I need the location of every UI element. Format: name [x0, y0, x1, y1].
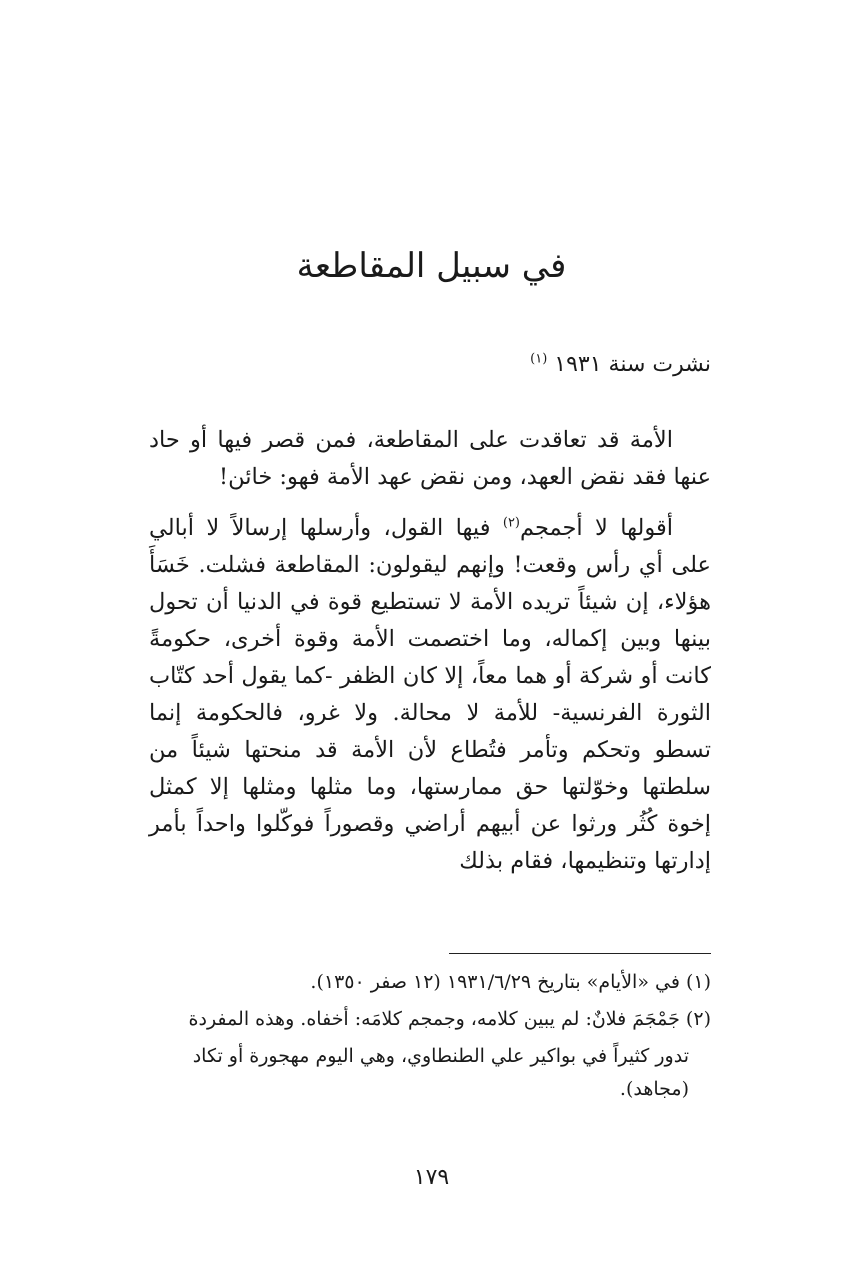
chapter-title: في سبيل المقاطعة	[296, 246, 567, 286]
footnote-2-continuation: تدور كثيراً في بواكير علي الطنطاوي، وهي اليوم مهجورة أو تكاد (مجاهد).	[192, 1045, 689, 1100]
footnote-1: (١) في «الأيام» بتاريخ ١٩٣١/٦/٢٩ (١٢ صفر ١٣٥٠).	[310, 971, 711, 993]
paragraph-2	[149, 510, 711, 880]
paragraph-1: الأمة قد تعاقدت على المقاطعة، فمن قصر فيها أو حاد عنها فقد نقض العهد، ومن نقض عهد الأمة فهو: خائن!	[149, 427, 711, 490]
publication-note	[151, 345, 711, 385]
paragraph-2-rest: فيها القول، وأرسلها إرسالاً لا أبالي على أي رأس وقعت! وإنهم ليقولون: المقاطعة فشلت. خَسَأَ هؤلاء، إن شيئاً تريده الأمة لا تستطيع قوة في الدنيا أن تحول بينها وبين إكماله، وما اختصمت الأمة وقوة أخرى، حكومةً كانت أو شركة أو هما معاً، إلا كان الظفر -كما يقول أحد كتّاب الثورة الفرنسية- للأمة لا محالة. ولا غرو، فالحكومة إنما تسطو وتحكم وتأمر فتُطاع لأن الأمة قد منحتها شيئاً من سلطتها وخوّلتها حق ممارستها، وما مثلها ومثلها إلا كمثل إخوة كُثُر ورثوا عن أبيهم أراضي وقصوراً فوكّلوا واحداً بأمر إدارتها وتنظيمها، فقام بذلك	[149, 515, 711, 874]
publication-note-text: نشرت سنة ١٩٣١	[554, 352, 711, 377]
footnote-ref-2: (٢)	[502, 515, 520, 531]
body-text	[149, 422, 711, 880]
footnote-2: (٢) جَمْجَمَ فلانٌ: لم يبين كلامه، وجمجم كلامَه: أخفاه. وهذه المفردة	[188, 1008, 711, 1030]
footnotes	[149, 966, 711, 1106]
page-number: ١٧٩	[413, 1165, 450, 1190]
footnote-separator	[449, 953, 711, 954]
paragraph-2-lead: أقولها لا أجمجم	[520, 515, 674, 541]
footnote-ref-1: (١)	[530, 351, 548, 367]
